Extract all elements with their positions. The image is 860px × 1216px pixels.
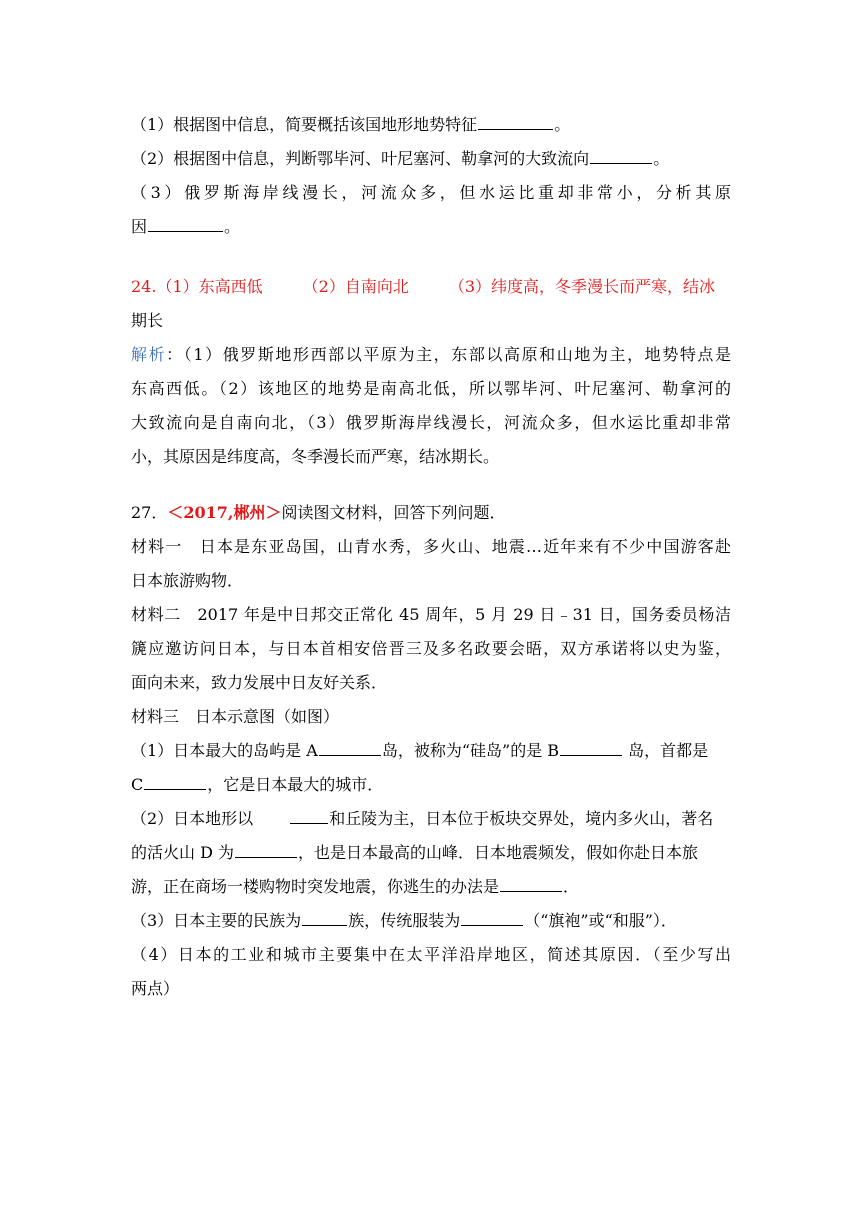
q23-sub1-end: 。 <box>554 115 571 134</box>
q27-sub1-c: 岛，首都是 <box>628 741 709 760</box>
explanation-line3: 大致流向是自南向北，（3）俄罗斯海岸线漫长，河流众多，但水运比重却非常 <box>131 413 731 432</box>
q27-intro: 阅读图文材料，回答下列问题． <box>281 503 506 522</box>
material1-line2: 日本旅游购物． <box>131 571 244 590</box>
document-page <box>131 108 731 1006</box>
material1-line1: 材料一 日本是东亚岛国，山青水秀，多火山、地震…近年来有不少中国游客赴 <box>131 537 731 556</box>
q27-sub2-a: （2）日本地形以 <box>131 809 254 828</box>
q23-sub3-line2 <box>131 210 731 244</box>
q27-header <box>131 496 731 530</box>
q23-sub2-end: 。 <box>653 149 670 168</box>
q27-sub2-f: ． <box>563 877 580 896</box>
answer-blank <box>319 737 381 756</box>
q23-sub3-text: 因 <box>131 217 148 236</box>
answer-24-part3: （3）纬度高，冬季漫长而严寒，结冰 <box>448 277 716 296</box>
answer-blank <box>500 873 562 892</box>
q27-sub3-c: （“旗袍”或“和服”）． <box>524 911 677 930</box>
explanation-label: 解析 <box>131 345 167 364</box>
answer-24-part1: （1）东高西低 <box>156 277 263 296</box>
spacer <box>131 474 731 496</box>
q27-sub1-e: ，它是日本最大的城市． <box>207 775 384 794</box>
q27-sub1-a: （1）日本最大的岛屿是 A <box>131 741 318 760</box>
q23-sub1-text: （1）根据图中信息，简要概括该国地形地势特征 <box>131 115 478 134</box>
explanation-colon: ： <box>166 345 184 364</box>
answer-blank <box>590 145 652 164</box>
q27-sub2-line1 <box>131 802 731 836</box>
explanation-text1: （1）俄罗斯地形西部以平原为主，东部以高原和山地为主，地势特点是 <box>183 345 731 364</box>
answer-24-number: 24. <box>131 277 157 296</box>
answer-blank <box>302 907 347 926</box>
q23-sub2 <box>131 142 731 176</box>
answer-24-line2: 期长 <box>131 311 164 330</box>
q27-sub3 <box>131 904 731 938</box>
explanation-line4: 小，其原因是纬度高，冬季漫长而严寒，结冰期长。 <box>131 447 500 466</box>
q27-sub1-b: 岛，被称为“硅岛”的是 B <box>381 741 560 760</box>
answer-blank <box>235 839 297 858</box>
q27-sub3-b: 族，传统服装为 <box>348 911 461 930</box>
q27-sub1-line1 <box>131 734 731 768</box>
q27-sub2-e: 游，正在商场一楼购物时突发地震，你逃生的办法是 <box>131 877 500 896</box>
material2-line3: 面向未来，致力发展中日友好关系． <box>131 673 388 692</box>
answer-blank <box>461 907 523 926</box>
q27-sub2-line3 <box>131 870 731 904</box>
q27-sub4-line1: （4）日本的工业和城市主要集中在太平洋沿岸地区，简述其原因．（至少写出 <box>131 945 731 964</box>
answer-blank <box>290 805 328 824</box>
q27-sub1-d: C <box>131 775 144 794</box>
q27-sub2-b: 和丘陵为主，日本位于板块交界处，境内多火山，著名 <box>329 809 714 828</box>
q23-sub3-end: 。 <box>224 217 241 236</box>
material2-line2: 篪应邀访问日本，与日本首相安倍晋三及多名政要会晤，双方承诺将以史为鉴， <box>131 639 731 658</box>
explanation-line1 <box>131 338 731 372</box>
spacer <box>131 244 731 270</box>
q27-sub1-line2 <box>131 768 731 802</box>
answer-blank <box>478 111 553 130</box>
answer-24-part2: （2）自南向北 <box>302 277 409 296</box>
q23-sub3-line1: （3）俄罗斯海岸线漫长，河流众多，但水运比重却非常小，分析其原 <box>131 183 731 202</box>
q27-sub2-c: 的活火山 D 为 <box>131 843 235 862</box>
q27-sub4-line2: 两点） <box>131 979 180 998</box>
answer-24-line1 <box>131 270 731 304</box>
explanation-line2: 东高西低。（2）该地区的地势是南高北低，所以鄂毕河、叶尼塞河、勒拿河的 <box>131 379 731 398</box>
answer-blank <box>148 213 223 232</box>
material3: 材料三 日本示意图（如图） <box>131 707 340 726</box>
q23-sub2-text: （2）根据图中信息，判断鄂毕河、叶尼塞河、勒拿河的大致流向 <box>131 149 590 168</box>
material2-line1: 材料二 2017 年是中日邦交正常化 45 周年，5 月 29 日﹣31 日，国务委员杨洁 <box>131 605 731 624</box>
answer-blank <box>144 771 206 790</box>
answer-blank <box>560 737 622 756</box>
q27-sub2-d: ，也是日本最高的山峰．日本地震频发，假如你赴日本旅 <box>298 843 699 862</box>
q27-source: ＜2017,郴州＞ <box>167 503 282 522</box>
q27-number: 27． <box>131 503 168 522</box>
q23-sub1 <box>131 108 731 142</box>
q27-sub3-a: （3）日本主要的民族为 <box>131 911 302 930</box>
q27-sub2-line2 <box>131 836 731 870</box>
